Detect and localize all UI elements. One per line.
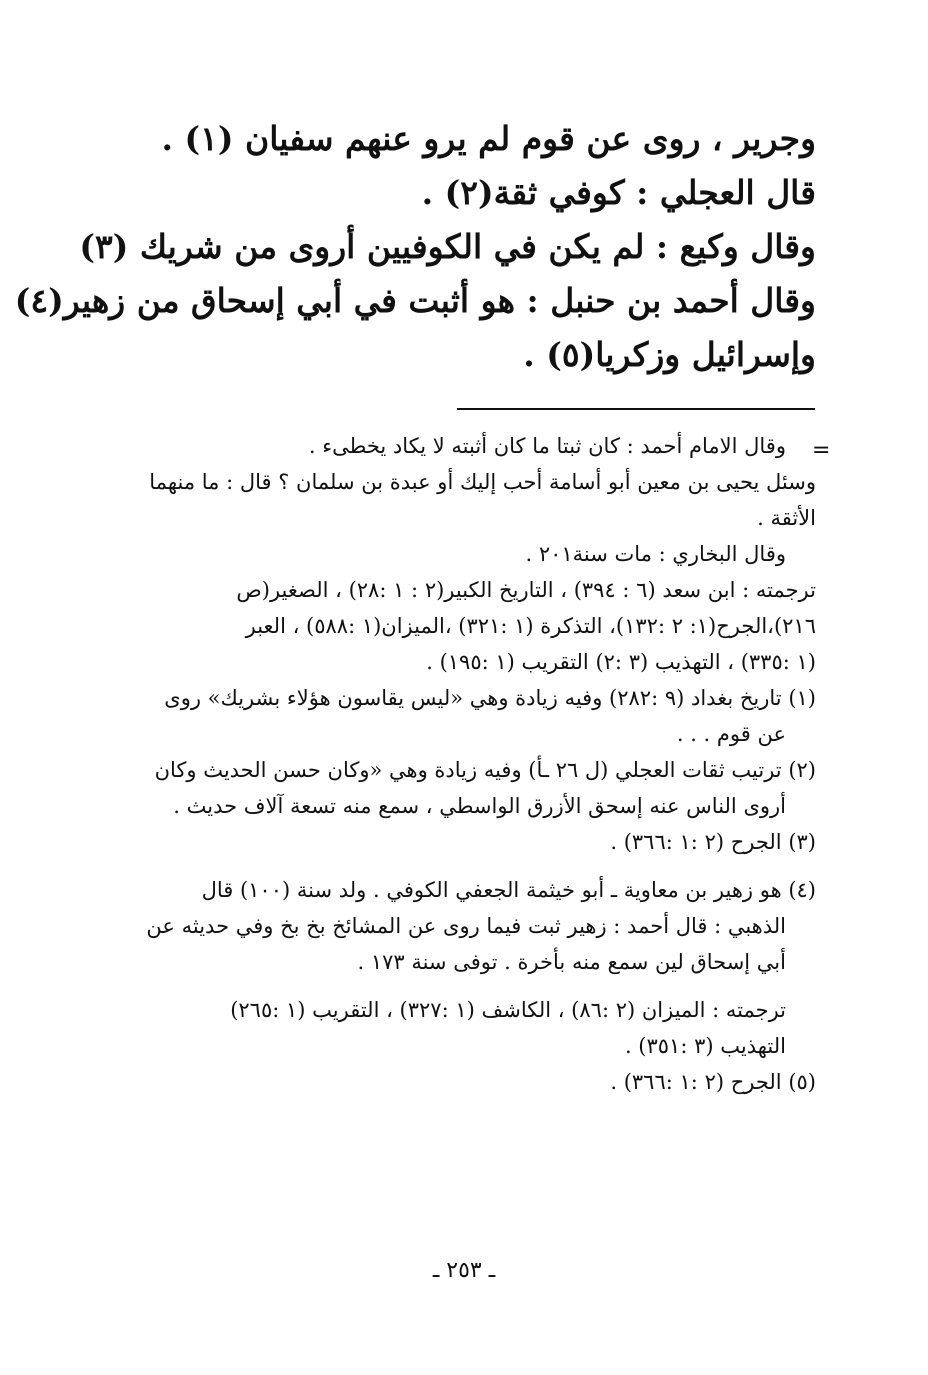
footnote-line: وقال الامام أحمد : كان ثبتا ما كان أثبته لا يكاد يخطىء . — [308, 434, 786, 458]
main-line: وقال وكيع : لم يكن في الكوفيين أروى من شريك (٣) — [79, 227, 816, 266]
footnotes-block — [126, 428, 816, 1100]
page-number: ـ ٢٥٣ ـ — [432, 1258, 496, 1283]
footnote-line: الأثقة . — [757, 506, 816, 530]
footnote-line: الذهبي : قال أحمد : زهير ثبت فيما روى عن المشائخ بخ بخ وفي حديثه عن — [146, 914, 786, 938]
footnote-line: أروى الناس عنه إسحق الأزرق الواسطي ، سمع منه تسعة آلاف حديث . — [173, 794, 786, 818]
main-line: وقال أحمد بن حنبل : هو أثبت في أبي إسحاق من زهير(٤) — [14, 281, 816, 320]
footnote-line: ترجمته : الميزان (٢ :٨٦) ، الكاشف (١ :٣٢٧) ، التقريب (١ :٢٦٥) — [230, 998, 786, 1022]
spacer — [126, 860, 816, 872]
main-line: قال العجلي : كوفي ثقة(٢) . — [421, 173, 816, 212]
main-line: وإسرائيل وزكريا(٥) . — [523, 335, 816, 374]
footnote-line: وسئل يحيى بن معين أبو أسامة أحب إليك أو عبدة بن سلمان ؟ قال : ما منهما — [149, 470, 816, 494]
footnote-separator — [457, 408, 815, 410]
spacer — [126, 980, 816, 992]
footnote-line: ٢١٦)،الجرح(١: ٢ :١٣٢)، التذكرة (١ :٣٢١) ،الميزان(١ :٥٨٨) ، العبر — [245, 614, 816, 638]
continuation-mark: = — [812, 438, 831, 463]
main-text-block — [14, 112, 816, 382]
footnote-line: وقال البخاري : مات سنة٢٠١ . — [525, 542, 786, 566]
footnote-line: (١ :٣٣٥) ، التهذيب (٣ :٢) التقريب (١ :١٩٥) . — [426, 650, 816, 674]
main-line: وجرير ، روى عن قوم لم يرو عنهم سفيان (١) . — [161, 119, 816, 158]
footnote-2: (٢) ترتيب ثقات العجلي (ل ٢٦ ـأ) وفيه زيادة وهي «وكان حسن الحديث وكان — [154, 758, 816, 782]
footnote-5: (٥) الجرح (٢ :١ :٣٦٦) . — [610, 1070, 816, 1094]
footnote-line: أبي إسحاق لين سمع منه بأخرة . توفى سنة ١٧٣ . — [357, 950, 786, 974]
footnote-line: عن قوم . . . — [676, 722, 786, 746]
footnote-line: ترجمته : ابن سعد (٦ : ٣٩٤) ، التاريخ الكبير(٢ : ١ :٢٨) ، الصغير(ص — [236, 578, 816, 602]
footnote-3: (٣) الجرح (٢ :١ :٣٦٦) . — [610, 830, 816, 854]
footnote-4: (٤) هو زهير بن معاوية ـ أبو خيثمة الجعفي الكوفي . ولد سنة (١٠٠) قال — [201, 878, 816, 902]
footnote-line: التهذيب (٣ :٣٥١) . — [624, 1034, 786, 1058]
footnote-1: (١) تاريخ بغداد (٩ :٢٨٢) وفيه زيادة وهي «ليس يقاسون هؤلاء بشريك» روى — [164, 686, 816, 710]
